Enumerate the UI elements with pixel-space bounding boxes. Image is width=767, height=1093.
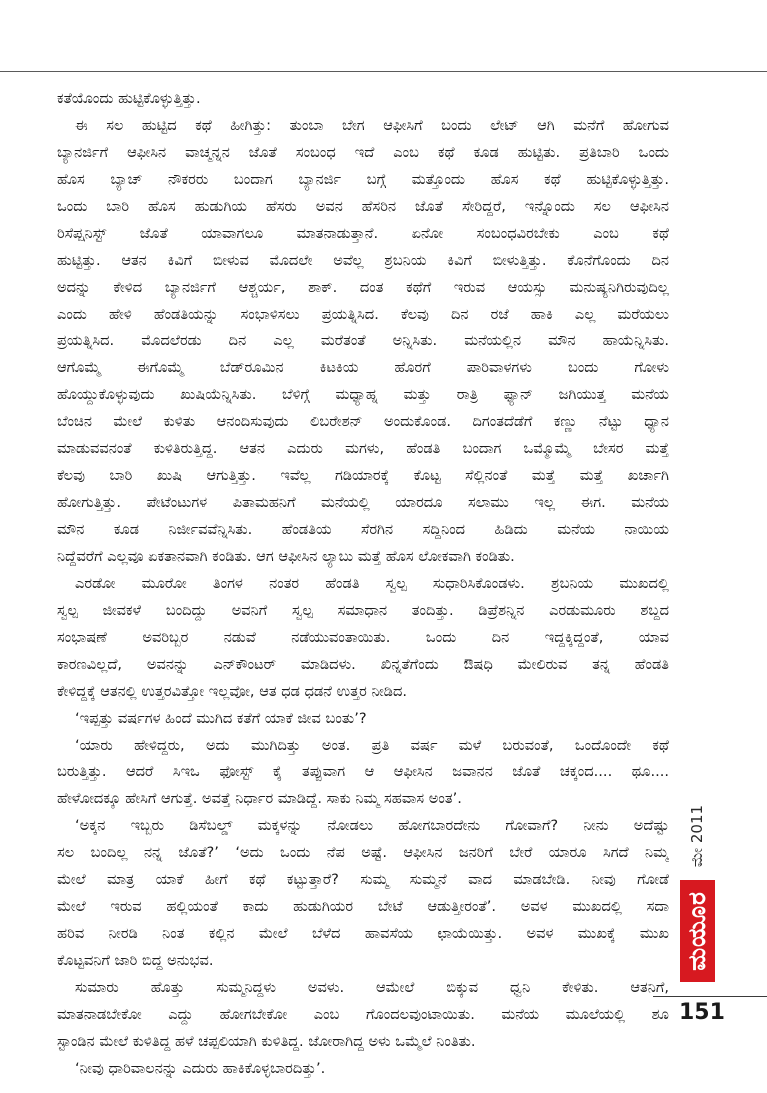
article-line: ‘ನೀವು ಧಾರಿವಾಲನನ್ನು ಎದುರು ಹಾಕಿಕೊಳ್ಳಬಾರದಿತ್ತು’. — [75, 1059, 326, 1077]
page-number: 151 — [679, 1000, 725, 1025]
article-line: ಹರಿವ ನೀರಡಿ ನಿಂತ ಕಲ್ಲಿನ ಮೇಲೆ ಬೆಳೆದ ಹಾವಸೆಯ ಛಾಯೆಯಿತ್ತು. ಅವಳ ಮುಖಕ್ಕೆ ಮುಖ — [57, 925, 669, 943]
article-line: ಹೊಸ ಬ್ಯಾಚ್ ನೌಕರರು ಬಂದಾಗ ಬ್ಯಾನರ್ಜಿ ಬಗ್ಗೆ ಮತ್ತೊಂದು ಹೊಸ ಕಥೆ ಹುಟ್ಟಿಕೊಳ್ಳುತ್ತಿತ್ತು. — [57, 170, 669, 188]
magazine-logo-text: ಮಯೂರ — [683, 891, 711, 971]
article-line: ಹುಟ್ಟಿತ್ತು. ಆತನ ಕಿವಿಗೆ ಬೀಳುವ ಮೊದಲೇ ಅವೆಲ್ಲ ಶ್ರಬನಿಯ ಕಿವಿಗೆ ಬೀಳುತ್ತಿತ್ತು. ಕೊನೆಗೊಂದು ದಿನ — [57, 251, 669, 269]
article-line: ಬ್ಯಾನರ್ಜಿಗೆ ಆಫೀಸಿನ ವಾಚ್ಮನ್ನನ ಜೊತೆ ಸಂಬಂಧ ಇದೆ ಎಂಬ ಕಥೆ ಕೂಡ ಹುಟ್ಟಿತು. ಪ್ರತಿಬಾರಿ ಒಂದು — [57, 143, 669, 161]
article-line: ‘ಯಾರು ಹೇಳಿದ್ದರು, ಅದು ಮುಗಿದಿತ್ತು ಅಂತ. ಪ್ರತಿ ವರ್ಷ ಮಳೆ ಬರುವಂತೆ, ಒಂದೊಂದೇ ಕಥೆ — [75, 736, 669, 754]
article-line: ಸಂಭಾಷಣೆ ಅವರಿಬ್ಬರ ನಡುವೆ ನಡೆಯುವಂತಾಯಿತು. ಒಂದು ದಿನ ಇದ್ದಕ್ಕಿದ್ದಂತೆ, ಯಾವ — [57, 628, 669, 646]
issue-date: ಮೇ 2011 — [688, 804, 706, 868]
article-line: ಹೇಳೋದಕ್ಕೂ ಹೇಸಿಗೆ ಆಗುತ್ತೆ. ಅವತ್ತೆ ನಿರ್ಧಾರ ಮಾಡಿದ್ದೆ. ಸಾಕು ನಿಮ್ಮ ಸಹವಾಸ ಅಂತ’. — [57, 790, 462, 808]
article-line: ಕಾರಣವಿಲ್ಲದೆ, ಅವನನ್ನು ಎನ್‌ಕೌಂಟರ್ ಮಾಡಿದಳು. ಖಿನ್ನತೆಗೆಂದು ಔಷಧಿ ಮೇಲಿರುವ ತನ್ನ ಹೆಂಡತಿ — [57, 655, 669, 673]
article-line: ‘ಅಕ್ಕನ ಇಬ್ಬರು ಡಿಸೆಬಲ್ಡ್ ಮಕ್ಕಳನ್ನು ನೋಡಲು ಹೋಗಬಾರದೇನು ಗೋವಾಗೆ? ನೀನು ಅದೆಷ್ಟು — [75, 817, 669, 835]
article-line: ಮಾತನಾಡಬೇಕೋ ಎದ್ದು ಹೋಗಬೇಕೋ ಎಂಬ ಗೊಂದಲವುಂಟಾಯಿತು. ಮನೆಯ ಮೂಲೆಯಲ್ಲಿ ಶೂ — [57, 1005, 669, 1023]
article-line: ಬರುತ್ತಿತ್ತು. ಆದರೆ ಸಿಇಒ ಫೋಸ್ಟ್ ಕೈ ತಪ್ಪುವಾಗ ಆ ಆಫೀಸಿನ ಜವಾನನ ಜೊತೆ ಚಕ್ಕಂದ.... ಥೂ.... — [57, 763, 669, 781]
article-line: ಹೊಯ್ದುಕೊಳ್ಳುವುದು ಖುಷಿಯೆನ್ನಿಸಿತು. ಬೆಳಿಗ್ಗೆ ಮಧ್ಯಾಹ್ನ ಮತ್ತು ರಾತ್ರಿ ಫ್ಯಾನ್ ಜಗಿಯುತ್ತ ಮನೆಯ — [57, 386, 669, 404]
article-line: ಈ ಸಲ ಹುಟ್ಟಿದ ಕಥೆ ಹೀಗಿತ್ತು: ತುಂಬಾ ಬೇಗ ಆಫೀಸಿಗೆ ಬಂದು ಲೇಟ್ ಆಗಿ ಮನೆಗೆ ಹೋಗುವ — [75, 116, 669, 134]
article-line: ರಿಸೆಪ್ಷನಿಸ್ಟ್ ಜೊತೆ ಯಾವಾಗಲೂ ಮಾತನಾಡುತ್ತಾನೆ. ಏನೋ ಸಂಬಂಧವಿರಬೇಕು ಎಂಬ ಕಥೆ — [57, 224, 669, 242]
article-line: ಸಲ ಬಂದಿಲ್ಲ ನನ್ನ ಜೊತೆ?’ ‘ಅದು ಒಂದು ನೆಪ ಅಷ್ಟೆ. ಆಫೀಸಿನ ಜನರಿಗೆ ಬೇರೆ ಯಾರೂ ಸಿಗದೆ ನಿಮ್ಮ — [57, 844, 669, 862]
article-line: ಕೇಳಿದ್ದಕ್ಕೆ ಆತನಲ್ಲಿ ಉತ್ತರವಿತ್ತೋ ಇಲ್ಲವೋ, ಆತ ಧಡ ಧಡನೆ ಉತ್ತರ ನೀಡಿದ. — [57, 682, 408, 700]
article-line: ಕತೆಯೊಂದು ಹುಟ್ಟಿಕೊಳ್ಳುತ್ತಿತ್ತು. — [57, 90, 201, 107]
article-line: ‘ಇಪ್ಪತ್ತು ವರ್ಷಗಳ ಹಿಂದೆ ಮುಗಿದ ಕತೆಗೆ ಯಾಕೆ ಜೀವ ಬಂತು’? — [75, 709, 367, 727]
article-line: ಸ್ವಲ್ಪ ಜೀವಕಳೆ ಬಂದಿದ್ದು ಅವನಿಗೆ ಸ್ವಲ್ಪ ಸಮಾಧಾನ ತಂದಿತ್ತು. ಡಿಪ್ರೆಶನ್ನಿನ ಎರಡುಮೂರು ಶಬ್ದದ — [57, 601, 669, 619]
article-line: ಎರಡೋ ಮೂರೋ ತಿಂಗಳ ನಂತರ ಹೆಂಡತಿ ಸ್ವಲ್ಪ ಸುಧಾರಿಸಿಕೊಂಡಳು. ಶ್ರಬನಿಯ ಮುಖದಲ್ಲಿ — [75, 574, 669, 592]
article-body — [57, 86, 669, 1083]
article-line: ಮಾಡುವವನಂತೆ ಕುಳಿತಿರುತ್ತಿದ್ದ. ಆತನ ಎದುರು ಮಗಳು, ಹೆಂಡತಿ ಬಂದಾಗ ಒಮ್ಮೊಮ್ಮೆ ಬೇಸರ ಮತ್ತೆ — [57, 440, 669, 458]
article-line: ಬೆಂಚಿನ ಮೇಲೆ ಕುಳಿತು ಆನಂದಿಸುವುದು ಲಿಬರೇಶನ್ ಅಂದುಕೊಂಡ. ದಿಗಂತದೆಡೆಗೆ ಕಣ್ಣು ನೆಟ್ಟು ಧ್ಯಾನ — [57, 413, 669, 431]
article-line: ಮೌನ ಕೂಡ ನಿರ್ಜೀವವೆನ್ನಿಸಿತು. ಹೆಂಡತಿಯ ಸೆರಗಿನ ಸದ್ದಿನಿಂದ ಹಿಡಿದು ಮನೆಯ ನಾಯಿಯ — [57, 521, 669, 538]
article-line: ಸ್ಟಾಂಡಿನ ಮೇಲೆ ಕುಳಿತಿದ್ದ ಹಳೆ ಚಪ್ಪಲಿಯಾಗಿ ಕುಳಿತಿದ್ದ. ಜೋರಾಗಿದ್ದ ಅಳು ಒಮ್ಮೆಲೆ ನಿಂತಿತು. — [57, 1032, 476, 1050]
page-number-rule — [653, 996, 767, 997]
article-line: ಆಗೊಮ್ಮೆ ಈಗೊಮ್ಮೆ ಬೆಡ್‌ರೂಮಿನ ಕಿಟಕಿಯ ಹೊರಗೆ ಪಾರಿವಾಳಗಳು ಬಂದು ಗೋಳು — [57, 359, 669, 377]
article-line: ಸುಮಾರು ಹೊತ್ತು ಸುಮ್ಮನಿದ್ದಳು ಅವಳು. ಆಮೇಲೆ ಬಿಕ್ಕುವ ಧ್ವನಿ ಕೇಳಿತು. ಆತನಿಗೆ, — [75, 978, 669, 996]
top-divider-rule — [0, 71, 767, 72]
article-line: ಮೇಲೆ ಮಾತ್ರ ಯಾಕೆ ಹೀಗೆ ಕಥೆ ಕಟ್ಟುತ್ತಾರೆ? ಸುಮ್ಮ ಸುಮ್ಮನೆ ವಾದ ಮಾಡಬೇಡಿ. ನೀವು ಗೋಡೆ — [57, 871, 669, 889]
article-line: ಅದನ್ನು ಕೇಳಿದ ಬ್ಯಾನರ್ಜಿಗೆ ಆಶ್ಚರ್ಯ, ಶಾಕ್. ದಂತ ಕಥೆಗೆ ಇರುವ ಆಯಸ್ಸು ಮನುಷ್ಯನಿಗಿರುವುದಿಲ್ಲ — [57, 278, 669, 296]
article-line: ಮೇಲೆ ಇರುವ ಹಲ್ಲಿಯಂತೆ ಕಾದು ಹುಡುಗಿಯರ ಬೇಟೆ ಆಡುತ್ತೀರಂತೆ’. ಅವಳ ಮುಖದಲ್ಲಿ ಸದಾ — [57, 898, 669, 916]
article-line: ಎಂದು ಹೇಳಿ ಹೆಂಡತಿಯನ್ನು ಸಂಭಾಳಿಸಲು ಪ್ರಯತ್ನಿಸಿದ. ಕೆಲವು ದಿನ ರಜೆ ಹಾಕಿ ಎಲ್ಲ ಮರೆಯಲು — [57, 305, 669, 323]
article-line: ಪ್ರಯತ್ನಿಸಿದ. ಮೊದಲೆರಡು ದಿನ ಎಲ್ಲ ಮರೆತಂತೆ ಅನ್ನಿಸಿತು. ಮನೆಯಲ್ಲಿನ ಮೌನ ಹಾಯೆನ್ನಿಸಿತು. — [57, 332, 669, 350]
article-line: ಕೆಲವು ಬಾರಿ ಖುಷಿ ಆಗುತ್ತಿತ್ತು. ಇವೆಲ್ಲ ಗಡಿಯಾರಕ್ಕೆ ಕೊಟ್ಟ ಸೆಲ್ಲಿನಂತೆ ಮತ್ತೆ ಮತ್ತೆ ಖರ್ಚಾಗಿ — [57, 467, 669, 485]
article-line: ಕೊಟ್ಟವನಿಗೆ ಜಾರಿ ಬಿದ್ದ ಅನುಭವ. — [57, 952, 214, 969]
article-line: ನಿದ್ದೆವರೆಗೆ ಎಲ್ಲವೂ ಏಕತಾನವಾಗಿ ಕಂಡಿತು. ಆಗ ಆಫೀಸಿನ ಲ್ಯಾಬು ಮತ್ತೆ ಹೊಸ ಲೋಕವಾಗಿ ಕಂಡಿತು. — [57, 547, 515, 565]
article-line: ಹೋಗುತ್ತಿತ್ತು. ಪೇಟೆಂಟುಗಳ ಪಿತಾಮಹನಿಗೆ ಮನೆಯಲ್ಲಿ ಯಾರದೂ ಸಲಾಮು ಇಲ್ಲ ಈಗ. ಮನೆಯ — [57, 494, 669, 512]
article-line: ಒಂದು ಬಾರಿ ಹೊಸ ಹುಡುಗಿಯ ಹೆಸರು ಅವನ ಹೆಸರಿನ ಜೊತೆ ಸೇರಿದ್ದರೆ, ಇನ್ನೊಂದು ಸಲ ಆಫೀಸಿನ — [57, 197, 669, 215]
